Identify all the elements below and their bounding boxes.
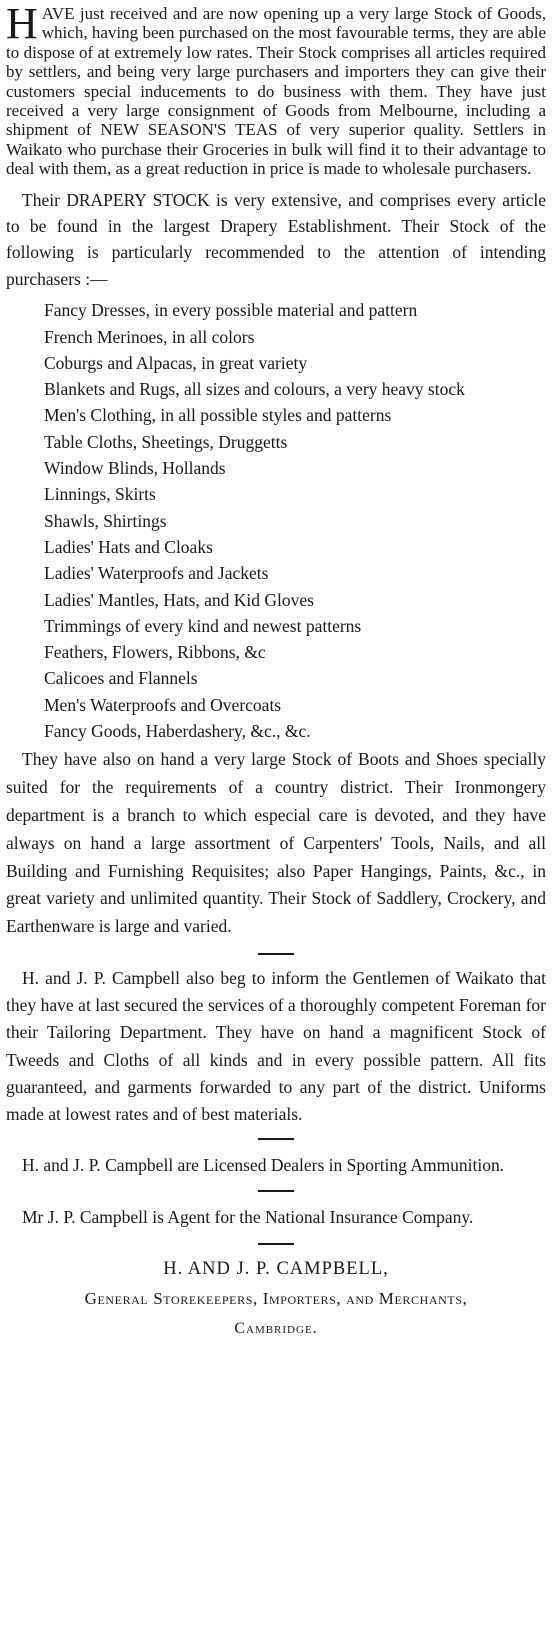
list-item: Fancy Dresses, in every possible material and pattern	[44, 300, 418, 321]
insurance-paragraph: Mr J. P. Campbell is Agent for the National Insurance Company.	[22, 1207, 474, 1228]
list-item: Men's Waterproofs and Overcoats	[44, 694, 282, 715]
list-item: Ladies' Waterproofs and Jackets	[44, 563, 269, 584]
drop-cap: H	[6, 0, 38, 48]
list-item: Blankets and Rugs, all sizes and colours, a very heavy stock	[44, 379, 465, 400]
list-item: Coburgs and Alpacas, in great variety	[44, 352, 308, 373]
list-item: Calicoes and Flannels	[44, 668, 198, 689]
intro-paragraph	[6, 0, 546, 179]
section-divider	[258, 1190, 294, 1192]
list-item: Fancy Goods, Haberdashery, &c., &c.	[44, 721, 311, 742]
section-divider	[258, 953, 294, 955]
list-item: Linnings, Skirts	[44, 484, 156, 505]
list-item: Shawls, Shirtings	[44, 510, 167, 531]
intro-text: AVE just received and are now opening up a very large Stock of Goods, which, having been purchased on the most favourable terms, they are able to dispose of at extremely low rates. Their Stock comprises all articles required by settlers, and being very large purchasers and importers they can give their customers special inducements to do business with them. They have just received a very large consignment of Goods from Melbourne, including a shipment of NEW SEASON'S TEAS of very superior quality. Settlers in Waikato who purchase their Groceries in bulk will find it to their advantage to deal with them, as a great reduction in price is made to wholesale purchasers.	[6, 4, 546, 179]
signature-name: H. AND J. P. CAMPBELL,	[163, 1259, 389, 1280]
drapery-paragraph: Their DRAPERY STOCK is very extensive, and comprises every article to be found in the largest Drapery Establishment. Their Stock of the following is particularly recommended to the attention of intending purchasers :—	[6, 189, 546, 289]
list-item: Men's Clothing, in all possible styles and patterns	[44, 405, 392, 426]
section-divider	[258, 1138, 294, 1140]
list-item: French Merinoes, in all colors	[44, 326, 255, 347]
list-item: Ladies' Mantles, Hats, and Kid Gloves	[44, 589, 314, 610]
boots-paragraph: They have also on hand a very large Stock of Boots and Shoes specially suited for the requirements of a country district. Their Ironmongery department is a branch to which especial care is devoted, and they have always on hand a large assortment of Carpenters' Tools, Nails, and all Building and Furnishing Requisites; also Paper Hangings, Paints, &c., in great variety and unlimited quantity. Their Stock of Saddlery, Crockery, and Earthenware is large and varied.	[6, 749, 546, 937]
drapery-list	[6, 297, 546, 744]
signature-place: Cambridge.	[234, 1320, 318, 1338]
list-item: Window Blinds, Hollands	[44, 458, 226, 479]
list-item: Feathers, Flowers, Ribbons, &c	[44, 642, 266, 663]
list-item: Ladies' Hats and Cloaks	[44, 536, 213, 557]
section-divider	[258, 1243, 294, 1245]
tailoring-paragraph: H. and J. P. Campbell also beg to inform the Gentlemen of Waikato that they have at last secured the services of a thoroughly competent Foreman for their Tailoring Department. They have on hand a magnificent Stock of Tweeds and Cloths of all kinds and in every possible pattern. All fits guaranteed, and garments forwarded to any part of the district. Uniforms made at lowest rates and of best materials.	[6, 967, 546, 1124]
list-item: Table Cloths, Sheetings, Druggetts	[44, 431, 288, 452]
signature-role: General Storekeepers, Importers, and Merchants,	[84, 1289, 468, 1309]
ammunition-paragraph: H. and J. P. Campbell are Licensed Dealers in Sporting Ammunition.	[22, 1155, 505, 1176]
list-item: Trimmings of every kind and newest patterns	[44, 615, 362, 636]
